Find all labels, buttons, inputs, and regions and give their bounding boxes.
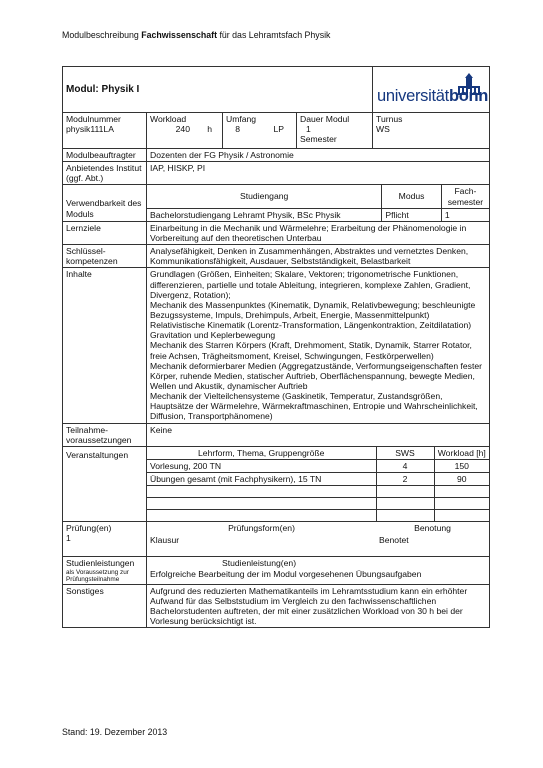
- lehrform-head: Lehrform, Thema, Gruppengröße: [147, 447, 376, 460]
- inhalte-value: [147, 268, 490, 423]
- pruefungsform-value: Klausur: [150, 535, 180, 546]
- sonstiges-label: Sonstiges: [63, 584, 147, 628]
- logo-wordmark: [377, 87, 488, 106]
- schluessel-label: Schlüssel-kompetenzen: [63, 245, 147, 268]
- page-header: [62, 30, 330, 40]
- inhalte-line: Relativistische Kinematik (Lorentz-Transformation, Längenkontraktion, Zeitdilatation): [150, 320, 472, 331]
- veranstaltung-workload: 150: [434, 459, 489, 472]
- logo-text-light: universität: [377, 87, 449, 106]
- verwendbarkeit-table: [147, 185, 489, 220]
- umfang-label: Umfang: [226, 114, 257, 124]
- modulnummer-cell: [63, 113, 147, 149]
- empty-row-cell: [147, 486, 376, 498]
- studienleistungen-small: als Voraussetzung zur Prüfungsteilnahme: [66, 568, 129, 583]
- veranstaltung-workload: 90: [434, 473, 489, 486]
- page-footer: Stand: 19. Dezember 2013: [62, 727, 168, 737]
- inhalte-label: Inhalte: [63, 268, 147, 423]
- studiengang-head: Studiengang: [147, 185, 382, 208]
- empty-row-cell: [376, 486, 434, 498]
- dauer-unit: Semester: [300, 134, 337, 145]
- veranstaltungen-table: [147, 447, 489, 521]
- header-prefix: Modulbeschreibung: [62, 30, 142, 40]
- institut-label: Anbietendes Institut (ggf. Abt.): [63, 162, 147, 185]
- dauer-label: Dauer Modul: [300, 114, 350, 124]
- veranstaltung-sws: 4: [376, 459, 434, 472]
- beauftragter-value: Dozenten der FG Physik / Astronomie: [147, 149, 490, 162]
- inhalte-line: Mechanik des Starren Körpers (Kraft, Drehmoment, Statik, Dynamik, Starrer Rotator, freie Achsen, Trägheitsmoment, Kreisel, Schwingungen, Festkörperwellen): [150, 340, 472, 361]
- studienleistung-value: Erfolgreiche Bearbeitung der im Modul vorgesehenen Übungsaufgaben: [150, 568, 422, 579]
- inhalte-line: Mechanik der Vielteilchensysteme (Gaskinetik, Temperatur, Zustandsgrößen, Hauptsätze der Wärmelehre, Wärmekraftmaschinen, Entropie und Wahrscheinlichkeit, Diffusion, Transportphänomene): [150, 391, 478, 422]
- fachsemester-value: 1: [441, 208, 489, 221]
- empty-row-cell: [147, 510, 376, 522]
- dauer-value: 1: [306, 124, 311, 135]
- pruefungsform-head: Prüfungsform(en): [228, 523, 295, 534]
- umfang-value: 8: [235, 124, 240, 135]
- inhalte-line: Grundlagen (Größen, Einheiten; Skalare, Vektoren; trigonometrische Funktionen, differenzieren, partielle und totale Ableitung, integrieren, komplexe Zahlen, Gradient, Divergenz, Rotation);: [150, 269, 471, 300]
- benotung-head: Benotung: [414, 523, 451, 534]
- institut-value: IAP, HISKP, PI: [147, 162, 490, 185]
- university-logo: [377, 73, 489, 107]
- teilnahme-value: Keine: [147, 423, 490, 446]
- workload-value: 240: [175, 124, 190, 135]
- empty-row-cell: [434, 498, 489, 510]
- empty-row-cell: [434, 510, 489, 522]
- veranstaltung-name: Übungen gesamt (mit Fachphysikern), 15 TN: [147, 473, 376, 486]
- dauer-cell: [297, 113, 373, 149]
- turnus-value: WS: [376, 124, 390, 135]
- modulnummer-value: physik111LA: [66, 124, 114, 135]
- studienleistung-head: Studienleistung(en): [222, 558, 297, 569]
- teilnahme-label: Teilnahme-voraussetzungen: [63, 423, 147, 446]
- turnus-label: Turnus: [376, 114, 403, 124]
- veranstaltungen-cell: [147, 446, 490, 521]
- veranstaltung-name: Vorlesung, 200 TN: [147, 459, 376, 472]
- modus-value: Pflicht: [382, 208, 441, 221]
- module-title: Modul: Physik I: [63, 67, 373, 113]
- pruefung-nr: 1: [66, 533, 71, 544]
- lernziele-label: Lernziele: [63, 221, 147, 244]
- module-table: [62, 66, 490, 628]
- logo-text-bold: bonn: [448, 87, 489, 106]
- inhalte-line: Mechanik deformierbarer Medien (Aggregatzustände, Verformungseigenschaften fester Körper, ruhende Medien, statischer Auftrieb, Oberflächenspannung, bewegte Medien, Wellen und Akustik, dynamischer Auftrieb: [150, 360, 482, 391]
- inhalte-line: Mechanik des Massenpunktes (Kinematik, Dynamik, Relativbewegung; beschleunigte Bezugssysteme, Impuls, Drehimpuls, Arbeit, Energie, Massenmittelpunkt): [150, 299, 476, 320]
- umfang-cell: [223, 113, 297, 149]
- studienleistungen-cell: [63, 557, 147, 584]
- inhalte-line: Gravitation und Keplerbewegung: [150, 330, 276, 341]
- workload-head: Workload [h]: [434, 447, 489, 460]
- verwendbarkeit-label: Verwendbarkeit des Moduls: [63, 185, 147, 221]
- empty-row-cell: [376, 510, 434, 522]
- veranstaltung-sws: 2: [376, 473, 434, 486]
- modus-head: Modus: [382, 185, 441, 208]
- empty-row-cell: [376, 498, 434, 510]
- workload-cell: [147, 113, 223, 149]
- fachsemester-head: Fach-semester: [441, 185, 489, 208]
- benotung-value: Benotet: [379, 535, 409, 546]
- modulnummer-label: Modulnummer: [66, 114, 121, 124]
- verwendbarkeit-cell: [147, 185, 490, 221]
- pruefung-table: [147, 522, 489, 556]
- studiengang-value: Bachelorstudiengang Lehramt Physik, BSc Physik: [147, 208, 382, 221]
- beauftragter-label: Modulbeauftragter: [63, 149, 147, 162]
- sws-head: SWS: [376, 447, 434, 460]
- turnus-cell: [373, 113, 490, 149]
- pruefung-cell: [63, 522, 147, 557]
- umfang-unit: LP: [273, 124, 284, 135]
- studienleistung-content: [147, 557, 490, 584]
- pruefung-content: [147, 522, 490, 557]
- studienleistungen-label: Studienleistungen: [66, 558, 135, 569]
- veranstaltungen-label: Veranstaltungen: [63, 446, 147, 521]
- workload-label: Workload: [150, 114, 187, 124]
- logo-cell: [373, 67, 490, 113]
- lernziele-value: Einarbeitung in die Mechanik und Wärmelehre; Erarbeitung der Phänomenologie in Vorbereitung auf den theoretischen Unterbau: [147, 221, 490, 244]
- empty-row-cell: [434, 486, 489, 498]
- header-bold: Fachwissenschaft: [141, 30, 218, 40]
- sonstiges-value: Aufgrund des reduzierten Mathematikanteils im Lehramtsstudium kann ein erhöhter Aufwand für das Selbststudium im Vergleich zu den fachwissenschaftlichen Bachelorstudenten auftreten, der mit einer zusätzlichen Workload von 30 h bei der Vorlesung berücksichtigt ist.: [147, 584, 490, 628]
- header-suffix: für das Lehramtsfach Physik: [217, 30, 331, 40]
- schluessel-value: Analysefähigkeit, Denken in Zusammenhängen, Abstraktes und vernetztes Denken, Kommunikationsfähigkeit, Ausdauer, Selbstständigkeit, Belastbarkeit: [147, 245, 490, 268]
- workload-unit: h: [207, 124, 212, 135]
- empty-row-cell: [147, 498, 376, 510]
- pruefung-label: Prüfung(en): [66, 523, 112, 534]
